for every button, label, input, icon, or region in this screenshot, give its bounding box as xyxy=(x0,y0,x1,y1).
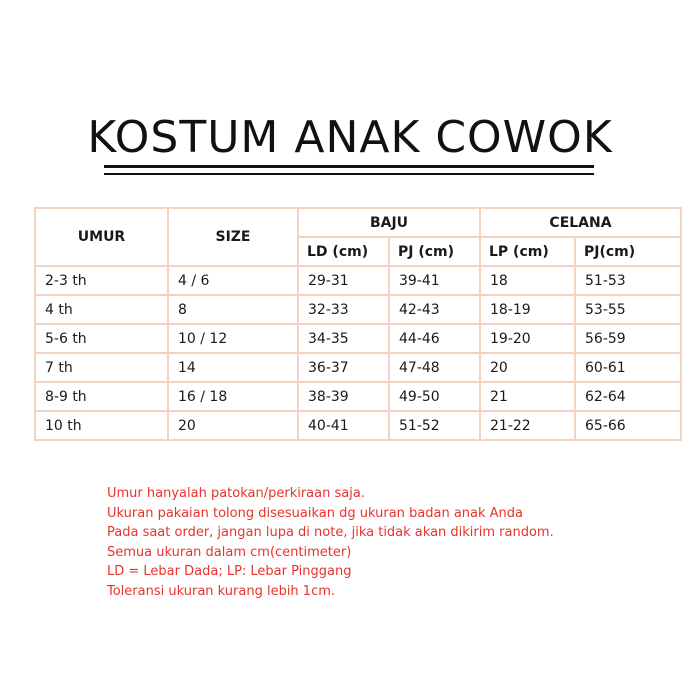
cell-umur: 5-6 th xyxy=(35,324,168,353)
cell-pj-celana: 51-53 xyxy=(575,266,681,295)
cell-umur: 8-9 th xyxy=(35,382,168,411)
cell-pj-baju: 39-41 xyxy=(389,266,480,295)
cell-pj-baju: 44-46 xyxy=(389,324,480,353)
cell-lp: 21 xyxy=(480,382,575,411)
cell-umur: 4 th xyxy=(35,295,168,324)
note-line: Pada saat order, jangan lupa di note, jika tidak akan dikirim random. xyxy=(107,525,554,540)
cell-ld: 36-37 xyxy=(298,353,389,382)
header-ld: LD (cm) xyxy=(298,237,389,266)
size-chart-table xyxy=(34,207,682,441)
cell-pj-baju: 51-52 xyxy=(389,411,480,440)
table-row xyxy=(35,411,681,440)
header-pj-baju: PJ (cm) xyxy=(389,237,480,266)
cell-pj-celana: 56-59 xyxy=(575,324,681,353)
title-underline xyxy=(104,165,594,168)
header-celana: CELANA xyxy=(480,208,681,237)
cell-lp: 20 xyxy=(480,353,575,382)
cell-umur: 2-3 th xyxy=(35,266,168,295)
cell-size: 16 / 18 xyxy=(168,382,298,411)
header-pj-celana: PJ(cm) xyxy=(575,237,681,266)
cell-size: 4 / 6 xyxy=(168,266,298,295)
table-row xyxy=(35,382,681,411)
cell-lp: 18-19 xyxy=(480,295,575,324)
cell-pj-celana: 53-55 xyxy=(575,295,681,324)
page-title: KOSTUM ANAK COWOK xyxy=(87,112,613,163)
header-lp: LP (cm) xyxy=(480,237,575,266)
cell-umur: 10 th xyxy=(35,411,168,440)
note-line: Umur hanyalah patokan/perkiraan saja. xyxy=(107,486,365,501)
note-line: LD = Lebar Dada; LP: Lebar Pinggang xyxy=(107,564,352,579)
cell-ld: 34-35 xyxy=(298,324,389,353)
cell-ld: 38-39 xyxy=(298,382,389,411)
cell-size: 8 xyxy=(168,295,298,324)
table-row xyxy=(35,324,681,353)
cell-pj-celana: 60-61 xyxy=(575,353,681,382)
table-row xyxy=(35,266,681,295)
cell-pj-celana: 62-64 xyxy=(575,382,681,411)
cell-pj-baju: 47-48 xyxy=(389,353,480,382)
cell-size: 10 / 12 xyxy=(168,324,298,353)
header-umur: UMUR xyxy=(35,208,168,266)
cell-pj-celana: 65-66 xyxy=(575,411,681,440)
cell-ld: 32-33 xyxy=(298,295,389,324)
header-baju: BAJU xyxy=(298,208,480,237)
table-row xyxy=(35,353,681,382)
cell-lp: 18 xyxy=(480,266,575,295)
cell-ld: 40-41 xyxy=(298,411,389,440)
cell-ld: 29-31 xyxy=(298,266,389,295)
notes-block xyxy=(107,484,554,601)
table-row xyxy=(35,295,681,324)
cell-pj-baju: 49-50 xyxy=(389,382,480,411)
note-line: Semua ukuran dalam cm(centimeter) xyxy=(107,544,352,560)
header-size: SIZE xyxy=(168,208,298,266)
cell-pj-baju: 42-43 xyxy=(389,295,480,324)
note-line: Toleransi ukuran kurang lebih 1cm. xyxy=(107,583,336,599)
cell-size: 20 xyxy=(168,411,298,440)
cell-lp: 21-22 xyxy=(480,411,575,440)
cell-size: 14 xyxy=(168,353,298,382)
note-line: Ukuran pakaian tolong disesuaikan dg ukuran badan anak Anda xyxy=(107,505,524,521)
cell-umur: 7 th xyxy=(35,353,168,382)
cell-lp: 19-20 xyxy=(480,324,575,353)
title-underline-secondary xyxy=(104,173,594,175)
